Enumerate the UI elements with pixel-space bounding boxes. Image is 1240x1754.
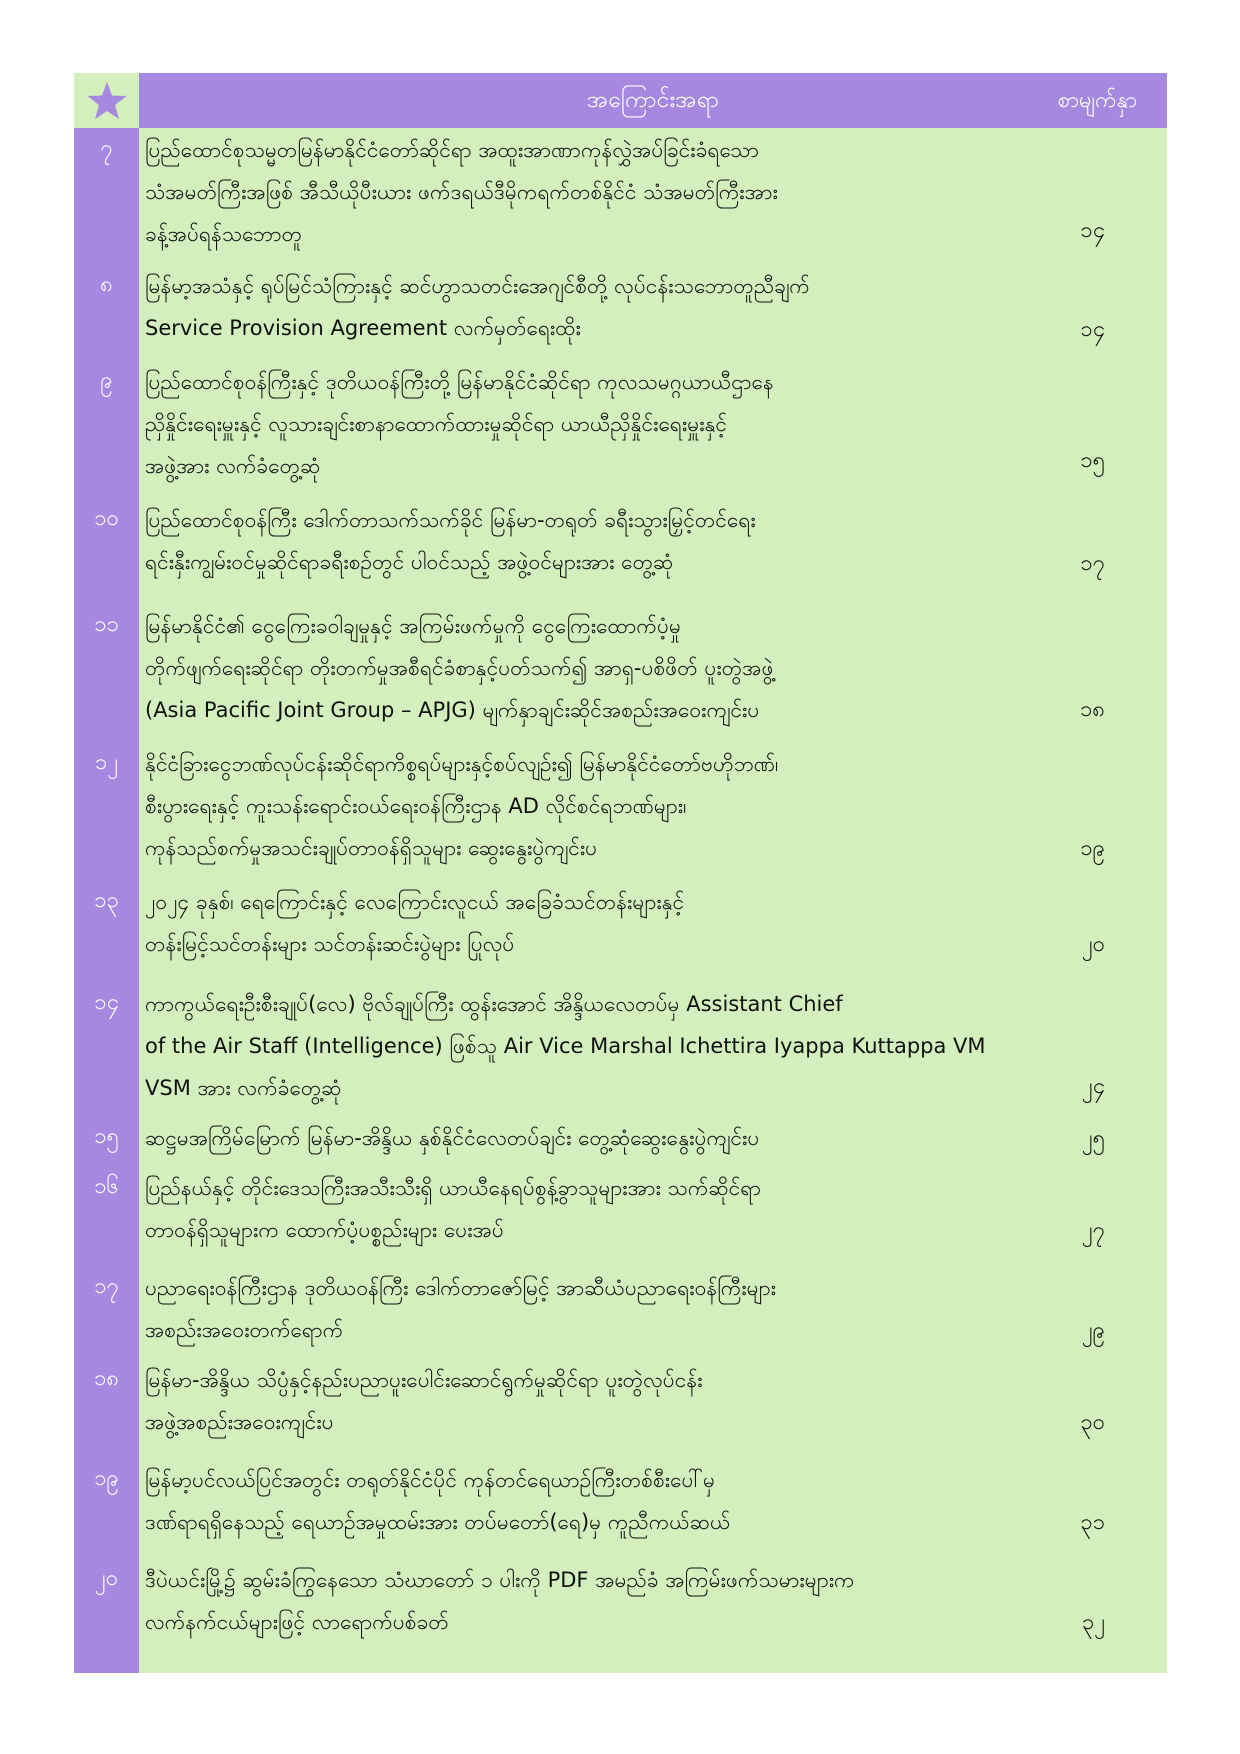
entry-page: ၂၅ [1081, 1126, 1105, 1151]
entry-title: ပြည်ထောင်စုဝန်ကြီး ဒေါက်တာသက်သက်ခိုင် မြန်မာ-တရုတ် ခရီးသွားမြှင့်တင်ရေး ရင်းနှီးကျွမ်းဝင်မှုဆိုင်ရာခရီးစဉ်တွင် ပါဝင်သည့် အဖွဲ့ဝင်များအား တွေ့ဆုံ [145, 508, 756, 574]
entry-page: ၃၀ [1080, 1410, 1105, 1435]
entry-title: မြန်မာ့အသံနှင့် ရုပ်မြင်သံကြားနှင့် ဆင်ဟွာသတင်းအေဂျင်စီတို့ လုပ်ငန်းသဘောတူညီချက် Service Provision Agreement လက်မှတ်ရေးထိုး [145, 274, 810, 340]
entry-title: ၂၀၂၄ ခုနှစ်၊ ရေကြောင်းနှင့် လေကြောင်းလူငယ် အခြေခံသင်တန်းများနှင့် တန်းမြင့်သင်တန်းများ သင်တန်းဆင်းပွဲများ ပြုလုပ် [145, 890, 685, 956]
header-page-label: စာမျက်နှာ [1057, 88, 1137, 113]
header-star-cell [74, 73, 139, 128]
toc-entry[interactable] [74, 265, 1167, 351]
toc-entry[interactable] [74, 743, 1167, 873]
toc-entry[interactable] [74, 1267, 1167, 1353]
entry-title: မြန်မာ့ပင်လယ်ပြင်အတွင်း တရုတ်နိုင်ငံပိုင် ကုန်တင်ရေယာဉ်ကြီးတစ်စီးပေါ်မှ ဒဏ်ရာရရှိနေသည့် ရေယာဉ်အမှုထမ်းအား တပ်မတော်(ရေ)မှ ကူညီကယ်ဆယ် [145, 1468, 731, 1534]
table-of-contents [74, 73, 1167, 1673]
toc-entry[interactable] [74, 605, 1167, 735]
header-title: အကြောင်းအရာ [586, 87, 720, 113]
entry-page: ၂၇ [1081, 1218, 1105, 1243]
entry-title: နိုင်ငံခြားငွေဘဏ်လုပ်ငန်းဆိုင်ရာကိစ္စရပ်များနှင့်စပ်လျဉ်း၍ မြန်မာနိုင်ငံတော်ဗဟိုဘဏ်၊ စီးပွားရေးနှင့် ကူးသန်းရောင်းဝယ်ရေးဝန်ကြီးဌာန AD လိုင်စင်ရဘဏ်များ၊ ကုန်သည်စက်မှုအသင်းချုပ်တာဝန်ရှိသူများ ဆွေးနွေးပွဲကျင်းပ [145, 752, 779, 860]
entry-title: ဆဋ္ဌမအကြိမ်မြောက် မြန်မာ-အိန္ဒိယ နှစ်နိုင်ငံလေတပ်ချင်း တွေ့ဆုံဆွေးနွေးပွဲကျင်းပ [145, 1126, 760, 1150]
entry-title: ပြည်နယ်နှင့် တိုင်းဒေသကြီးအသီးသီးရှိ ယာယီနေရပ်စွန့်ခွာသူများအား သက်ဆိုင်ရာ တာဝန်ရှိသူများက ထောက်ပံ့ပစ္စည်းများ ပေးအပ် [145, 1176, 762, 1242]
entry-page: ၂၀ [1081, 932, 1105, 957]
entry-page: ၃၁ [1080, 1510, 1105, 1535]
entry-title: ပြည်ထောင်စုဝန်ကြီးနှင့် ဒုတိယဝန်ကြီးတို့ မြန်မာနိုင်ငံဆိုင်ရာ ကုလသမဂ္ဂယာယီဌာနေ ညှိနှိုင်းရေးမှူးနှင့် လူသားချင်းစာနာထောက်ထားမှုဆိုင်ရာ ယာယီညှိနှိုင်းရေးမှူးနှင့် အဖွဲ့အား လက်ခံတွေ့ဆုံ [145, 370, 774, 478]
entry-number: ၂၀ [94, 1566, 119, 1591]
entry-number: ၁၀ [94, 506, 119, 531]
toc-entry[interactable] [74, 499, 1167, 585]
entry-number: ၁၆ [94, 1174, 119, 1199]
entry-page: ၁၈ [1080, 697, 1105, 722]
entry-page: ၁၄ [1080, 317, 1105, 342]
entry-number: ၁၅ [94, 1124, 119, 1149]
toc-entry[interactable] [74, 983, 1167, 1113]
entry-title: ပြည်ထောင်စုသမ္မတမြန်မာနိုင်ငံတော်ဆိုင်ရာ အထူးအာဏာကုန်လွှဲအပ်ခြင်းခံရသော သံအမတ်ကြီးအဖြစ် အီသီယိုပီးယား ဖက်ဒရယ်ဒီမိုကရက်တစ်နိုင်ငံ သံအမတ်ကြီးအား ခန့်အပ်ရန်သဘောတူ [145, 138, 778, 246]
entry-number: ၇ [100, 136, 113, 161]
entry-page: ၁၅ [1080, 448, 1105, 473]
entry-number: ၁၇ [94, 1274, 119, 1299]
entry-page: ၂၉ [1081, 1318, 1105, 1343]
header-row [139, 73, 1167, 128]
star-icon [86, 80, 128, 122]
entry-number: ၉ [100, 368, 113, 393]
toc-entry[interactable] [74, 129, 1167, 259]
entry-title: ဒီပဲယင်းမြို့၌ ဆွမ်းခံကြွနေသော သံဃာတော် ၁ ပါးကို PDF အမည်ခံ အကြမ်းဖက်သမားများက လက်နက်ငယ်များဖြင့် လာရောက်ပစ်ခတ် [145, 1568, 855, 1634]
entry-title: ကာကွယ်ရေးဦးစီးချုပ်(လေ) ဗိုလ်ချုပ်ကြီး ထွန်းအောင် အိန္ဒိယလေတပ်မှ Assistant Chief of the Air Staff (Intelligence) ဖြစ်သူ Air Vice Marshal Ichettira Iyappa Kuttappa VM VSM အား လက်ခံတွေ့ဆုံ [145, 992, 986, 1100]
toc-entry[interactable] [74, 1459, 1167, 1545]
toc-entry[interactable] [74, 881, 1167, 967]
toc-entry[interactable] [74, 1117, 1167, 1161]
entry-page: ၁၄ [1080, 218, 1105, 243]
toc-entry[interactable] [74, 1167, 1167, 1253]
entry-number: ၁၄ [94, 990, 119, 1015]
entry-number: ၁၁ [94, 612, 119, 637]
toc-entry[interactable] [74, 1559, 1167, 1645]
entry-number: ၈ [100, 272, 113, 297]
entry-page: ၁၉ [1080, 836, 1105, 861]
entry-title: ပညာရေးဝန်ကြီးဌာန ဒုတိယဝန်ကြီး ဒေါက်တာဇော်မြင့် အာဆီယံပညာရေးဝန်ကြီးများ အစည်းအဝေးတက်ရောက် [145, 1276, 776, 1342]
entry-number: ၁၃ [94, 888, 119, 913]
toc-entry[interactable] [74, 361, 1167, 479]
toc-entry[interactable] [74, 1359, 1167, 1445]
entry-number: ၁၈ [94, 1366, 119, 1391]
entry-title: မြန်မာနိုင်ငံ၏ ငွေကြေးခဝါချမှုနှင့် အကြမ်းဖက်မှုကို ငွေကြေးထောက်ပံ့မှု တိုက်ဖျက်ရေးဆိုင်ရာ တိုးတက်မှုအစီရင်ခံစာနှင့်ပတ်သက်၍ အာရှ-ပစိဖိတ် ပူးတွဲအဖွဲ့ (Asia Pacific Joint Group – APJG) မျက်နှာချင်းဆိုင်အစည်းအဝေးကျင်းပ [145, 614, 774, 722]
entry-number: ၁၂ [94, 750, 119, 775]
entry-page: ၁၇ [1080, 551, 1105, 576]
entry-title: မြန်မာ-အိန္ဒိယ သိပ္ပံနှင့်နည်းပညာပူးပေါင်းဆောင်ရွက်မှုဆိုင်ရာ ပူးတွဲလုပ်ငန်း အဖွဲ့အစည်းအဝေးကျင်းပ [145, 1368, 703, 1434]
entry-page: ၃၂ [1081, 1610, 1105, 1635]
entry-number: ၁၉ [94, 1466, 119, 1491]
entry-page: ၂၄ [1081, 1074, 1105, 1099]
